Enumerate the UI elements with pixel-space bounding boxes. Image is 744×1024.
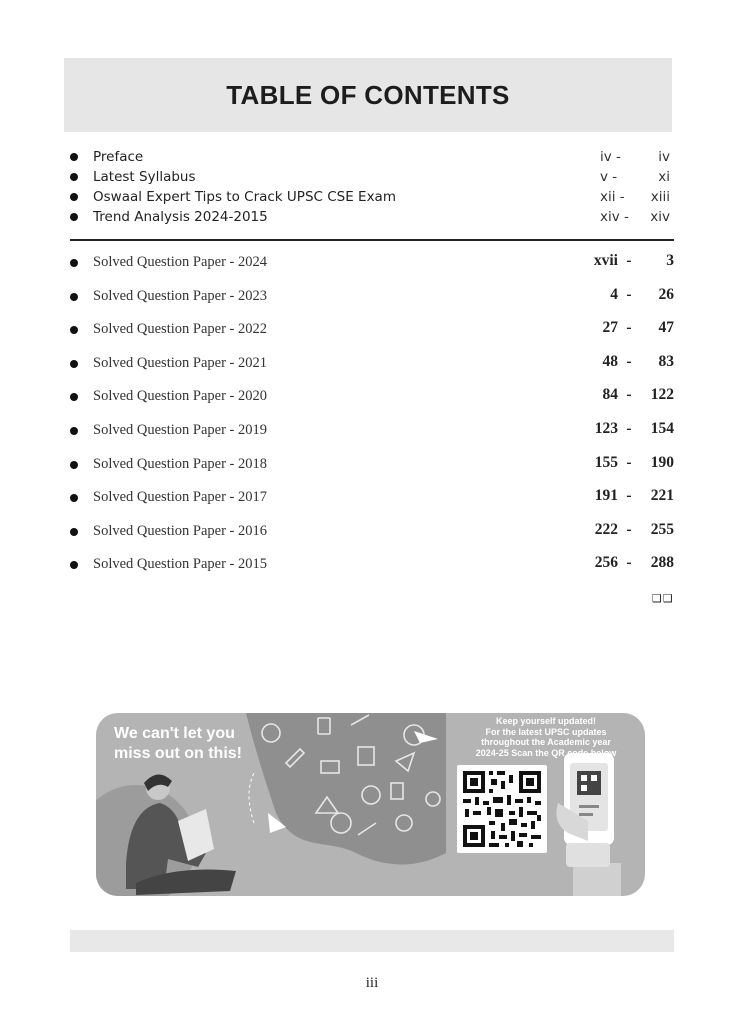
entry-label: Solved Question Paper - 2017: [93, 489, 267, 506]
list-item[interactable]: [70, 286, 674, 320]
bullet-icon: [70, 561, 78, 569]
page-start: iv -: [600, 149, 621, 165]
page-start: 27: [602, 319, 618, 337]
list-item[interactable]: [70, 319, 674, 353]
list-item[interactable]: [70, 454, 674, 488]
list-item[interactable]: [70, 187, 674, 207]
page-end: xi: [658, 169, 670, 185]
bullet-icon: [70, 494, 78, 502]
banner-headline: [114, 724, 284, 764]
list-item[interactable]: [70, 207, 674, 227]
entry-pages: [584, 353, 674, 371]
entry-pages: [584, 420, 674, 438]
paper-list: [70, 252, 674, 588]
page-end: 221: [650, 487, 674, 505]
entry-label: Solved Question Paper - 2023: [93, 287, 267, 304]
entry-label: Solved Question Paper - 2024: [93, 254, 267, 270]
banner-note-line: Keep yourself updated!: [495, 716, 596, 726]
page-end: 288: [650, 554, 674, 572]
entry-pages: [584, 286, 674, 304]
page-start: 155: [594, 453, 618, 471]
bullet-icon: [70, 193, 78, 201]
footer-band: [70, 930, 674, 952]
list-item[interactable]: [70, 252, 674, 286]
promo-banner[interactable]: [96, 713, 645, 896]
bullet-icon: [70, 173, 78, 181]
entry-label: Latest Syllabus: [93, 169, 196, 185]
page-start: 84: [602, 386, 618, 404]
list-item[interactable]: [70, 554, 674, 588]
title-band: [64, 58, 672, 132]
end-mark-icon: ❑❑: [652, 592, 674, 605]
entry-label: Solved Question Paper - 2020: [93, 388, 267, 405]
list-item[interactable]: [70, 147, 674, 167]
entry-pages: [600, 209, 670, 225]
page-end: 47: [658, 319, 674, 337]
front-matter-list: [70, 147, 674, 227]
page-dash: -: [626, 319, 632, 337]
bullet-icon: [70, 393, 78, 401]
section-divider: [70, 239, 674, 241]
page-dash: -: [626, 453, 632, 471]
page-start: xii -: [600, 189, 625, 205]
page-end: 255: [650, 520, 674, 538]
page-start: 222: [594, 520, 618, 538]
bullet-icon: [70, 259, 78, 267]
entry-label: Solved Question Paper - 2018: [93, 455, 267, 472]
entry-label: Trend Analysis 2024-2015: [93, 209, 268, 225]
entry-label: Oswaal Expert Tips to Crack UPSC CSE Exam: [93, 189, 396, 205]
page-start: 191: [594, 487, 618, 505]
page-end: xiii: [650, 189, 670, 205]
page-dash: -: [626, 487, 632, 505]
entry-pages: [584, 487, 674, 505]
list-item[interactable]: [70, 521, 674, 555]
list-item[interactable]: [70, 420, 674, 454]
list-item[interactable]: [70, 167, 674, 187]
page-end: 190: [650, 453, 674, 471]
list-item[interactable]: [70, 353, 674, 387]
page-number: iii: [365, 975, 379, 991]
page-end: 122: [650, 386, 674, 404]
banner-headline-line: miss out on this!: [114, 745, 242, 762]
banner-note-line: 2024-25 Scan the QR code below: [475, 747, 617, 758]
page-dash: -: [626, 252, 632, 269]
page-dash: -: [626, 386, 632, 404]
banner-note-line: For the latest UPSC updates: [485, 726, 607, 737]
list-item[interactable]: [70, 487, 674, 521]
bullet-icon: [70, 528, 78, 536]
page-start: 123: [594, 419, 618, 437]
entry-label: Solved Question Paper - 2016: [93, 522, 267, 539]
entry-label: Solved Question Paper - 2015: [93, 556, 267, 573]
page-title: TABLE OF CONTENTS: [226, 79, 510, 110]
page-dash: -: [626, 520, 632, 538]
page-dash: -: [626, 352, 632, 370]
entry-pages: [584, 554, 674, 572]
page-end: 83: [658, 352, 674, 370]
page-end: iv: [658, 149, 670, 165]
entry-pages: [584, 454, 674, 472]
page-start: v -: [600, 169, 618, 185]
page-dash: -: [626, 285, 632, 303]
page-start: xvii: [593, 252, 618, 269]
bullet-icon: [70, 427, 78, 435]
page-end: 3: [666, 252, 674, 269]
qr-code-icon: [457, 765, 547, 853]
banner-note-line: throughout the Academic year: [481, 737, 611, 747]
entry-label: Solved Question Paper - 2019: [93, 421, 267, 438]
page-end: 26: [658, 285, 674, 303]
bullet-icon: [70, 213, 78, 221]
page-dash: -: [626, 419, 632, 437]
bullet-icon: [70, 326, 78, 334]
list-item[interactable]: [70, 386, 674, 420]
bullet-icon: [70, 153, 78, 161]
page-end: 154: [650, 419, 674, 437]
bullet-icon: [70, 461, 78, 469]
banner-headline-line: We can't let you: [114, 725, 235, 742]
page-start: xiv -: [600, 209, 629, 225]
entry-pages: [584, 252, 674, 270]
page-start: 4: [610, 285, 618, 303]
entry-pages: [600, 169, 670, 185]
entry-pages: [584, 319, 674, 337]
page-dash: -: [626, 554, 632, 572]
page-start: 48: [602, 352, 618, 370]
page-end: xiv: [650, 209, 670, 225]
qr-code[interactable]: [457, 765, 547, 853]
entry-pages: [600, 149, 670, 165]
entry-label: Solved Question Paper - 2022: [93, 321, 267, 338]
entry-pages: [600, 189, 670, 205]
entry-label: Solved Question Paper - 2021: [93, 354, 267, 371]
entry-pages: [584, 521, 674, 539]
bullet-icon: [70, 293, 78, 301]
banner-note: [446, 716, 645, 758]
page-start: 256: [594, 554, 618, 572]
entry-pages: [584, 386, 674, 404]
bullet-icon: [70, 360, 78, 368]
entry-label: Preface: [93, 149, 144, 165]
